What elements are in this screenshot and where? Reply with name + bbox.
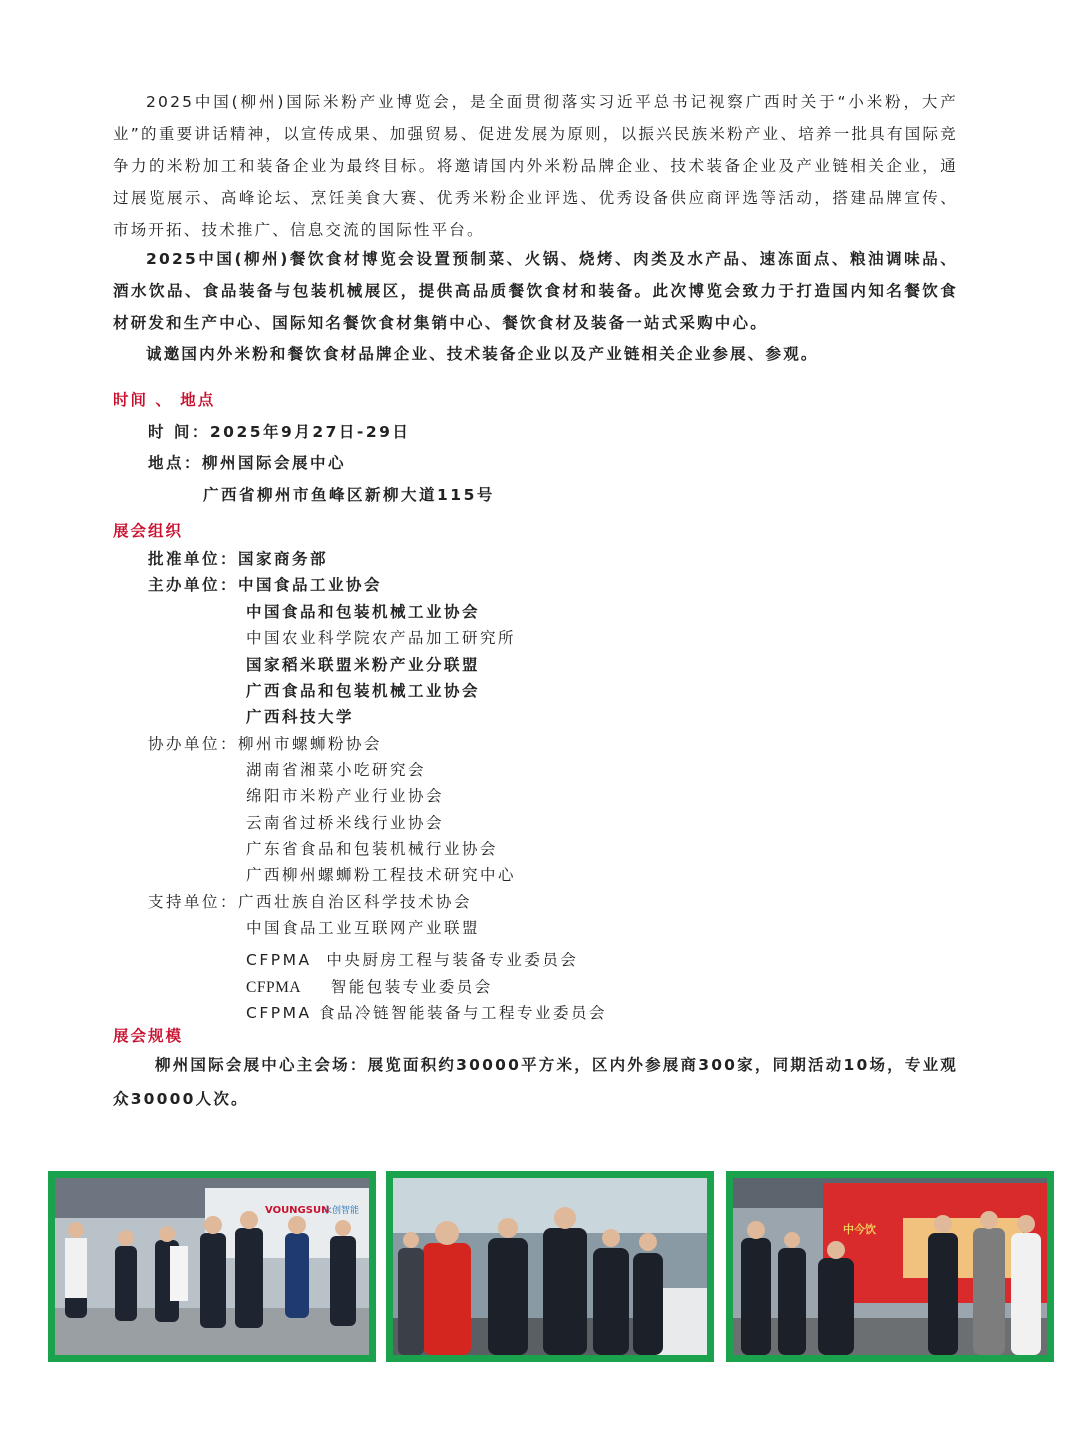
cfpma-committee (246, 975, 493, 997)
exhibition-photo-1 (48, 1171, 376, 1362)
host-org: 广西科技大学 (246, 708, 355, 726)
photo-officials-tour (55, 1178, 369, 1355)
host-org: 中国农业科学院农产品加工研究所 (246, 629, 517, 647)
exhibition-time: 时 间：2025年9月27日-29日 (148, 423, 411, 441)
photo-booth-demo (393, 1178, 707, 1355)
host-org: 广西食品和包装机械工业协会 (246, 682, 481, 700)
cfpma-name: 中央厨房工程与装备专业委员会 (326, 951, 579, 969)
booth-sign-cn: 永创智能 (323, 1206, 360, 1216)
co-organizer-org: 绵阳市米粉产业行业协会 (246, 787, 445, 805)
cfpma-prefix: CFPMA (246, 979, 302, 996)
exhibition-photo-2 (386, 1171, 714, 1362)
exhibition-address: 广西省柳州市鱼峰区新柳大道115号 (203, 486, 495, 504)
supporter-line: 支持单位：广西壮族自治区科学技术协会 (148, 893, 473, 911)
host-org: 中国食品和包装机械工业协会 (246, 603, 481, 621)
time-place-heading: 时间 、 地点 (113, 391, 216, 409)
exhibition-photo-3 (726, 1171, 1054, 1362)
booth-sign-text: 中今饮 (843, 1223, 876, 1236)
booth-sign-text: VOUNGSUN (265, 1205, 330, 1216)
intro-paragraph-1: 2025中国(柳州)国际米粉产业博览会，是全面贯彻落实习近平总书记视察广西时关于“小米粉，大产业”的重要讲话精神，以宣传成果、加强贸易、促进发展为原则，以振兴民族米粉产业、培养一批具有国际竞争力的米粉加工和装备企业为最终目标。将邀请国内外米粉品牌企业、技术装备企业及产业链相关企业，通过展览展示、高峰论坛、烹饪美食大赛、优秀米粉企业评选、优秀设备供应商评选等活动，搭建品牌宣传、市场开拓、技术推广、信息交流的国际性平台。 (113, 93, 958, 239)
scale-text: 柳州国际会展中心主会场：展览面积约30000平方米，区内外参展商300家，同期活动10场，专业观众30000人次。 (113, 1056, 958, 1108)
organization-heading: 展会组织 (113, 522, 184, 540)
co-organizer-org: 湖南省湘菜小吃研究会 (246, 761, 427, 779)
cfpma-name: 食品冷链智能装备与工程专业委员会 (319, 1004, 608, 1022)
co-organizer-org: 广西柳州螺蛳粉工程技术研究中心 (246, 866, 517, 884)
photo-visitors-booth (733, 1178, 1047, 1355)
supporter-org: 中国食品工业互联网产业联盟 (246, 919, 481, 937)
cfpma-prefix: CFPMA (246, 1004, 312, 1022)
co-organizer-org: 云南省过桥米线行业协会 (246, 814, 445, 832)
intro-paragraph-2: 2025中国(柳州)餐饮食材博览会设置预制菜、火锅、烧烤、肉类及水产品、速冻面点、粮油调味品、酒水饮品、食品装备与包装机械展区，提供高品质餐饮食材和装备。此次博览会致力于打造国内知名餐饮食材研发和生产中心、国际知名餐饮食材集销中心、餐饮食材及装备一站式采购中心。 (113, 250, 958, 332)
cfpma-committee (246, 948, 578, 970)
host-org: 国家稻米联盟米粉产业分联盟 (246, 656, 481, 674)
host-line: 主办单位：中国食品工业协会 (148, 576, 383, 594)
exhibition-venue: 地点：柳州国际会展中心 (148, 454, 347, 472)
cfpma-name: 智能包装专业委员会 (330, 978, 493, 996)
approver-line: 批准单位：国家商务部 (148, 550, 329, 568)
scale-heading: 展会规模 (113, 1027, 184, 1045)
co-organizer-line: 协办单位：柳州市螺蛳粉协会 (148, 735, 383, 753)
cfpma-committee (246, 1001, 607, 1023)
intro-paragraph-3: 诚邀国内外米粉和餐饮食材品牌企业、技术装备企业以及产业链相关企业参展、参观。 (146, 345, 819, 363)
cfpma-prefix: CFPMA (246, 951, 312, 969)
co-organizer-org: 广东省食品和包装机械行业协会 (246, 840, 499, 858)
